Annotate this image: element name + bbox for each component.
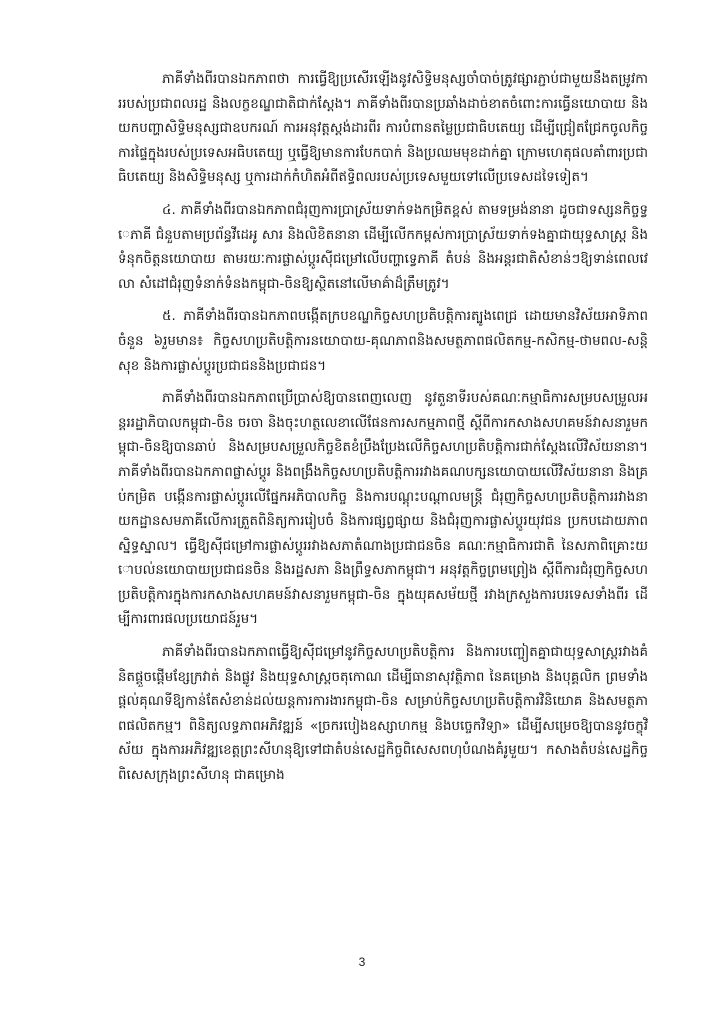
paragraph: ភាគីទាំងពីរបានឯកភាពថា ការធ្វើឱ្យប្រសើរឡើងនូវសិទ្ធិមនុស្សចាំបាច់ត្រូវផ្សារភ្ជាប់ជាមួយនឹងតម្រូវការរបស់ប្រជាពលរដ្ឋ និងលក្ខខណ្ឌជាតិជាក់ស្ដែង។ ភាគីទាំងពីរបានប្រឆាំងដាច់ខាតចំពោះការធ្វើនយោបាយ និងយកបញ្ហាសិទ្ធិមនុស្សជាឧបករណ៍ ការអនុវត្តស្តង់ដារពីរ ការបំពានតម្លៃប្រជាធិបតេយ្យ ដើម្បីជ្រៀតជ្រែកចូលកិច្ចការផ្ទៃក្នុងរបស់ប្រទេសអធិបតេយ្យ ឬធ្វើឱ្យមានការបែកបាក់ និងប្រឈមមុខដាក់គ្នា ក្រោមហេតុផលគាំពារប្រជាធិបតេយ្យ និងសិទ្ធិមនុស្ស ឬការដាក់កំហិតអំពីឥទ្ធិពលរបស់ប្រទេសមួយទៅលើប្រទេសដទៃទៀត។ [118, 72, 648, 186]
paragraph: ៥. ភាគីទាំងពីរបានឯកភាពបង្កើតក្របខណ្ឌកិច្ចសហប្រតិបត្តិការត្បូងពេជ្រ ដោយមានវិស័យអាទិភាពចំនួន ៦រួមមាន៖ កិច្ចសហប្រតិបត្តិការនយោបាយ-គុណភាពនិងសមត្ថភាពផលិតកម្ម-កសិកម្ម-ថាមពល-សន្តិសុខ និងការផ្លាស់ប្តូរប្រជាជននិងប្រជាជន។ [118, 309, 648, 374]
paragraph: ៤. ភាគីទាំងពីរបានឯកភាពជំរុញការប្រាស្រ័យទាក់ទងកម្រិតខ្ពស់ តាមទម្រង់នានា ដូចជាទស្សនកិច្ចទ្វេភាគី ជំនួបតាមប្រព័ន្ធវីដេអូ សារ និងលិខិតនានា ដើម្បីលើកកម្ពស់ការប្រាស្រ័យទាក់ទងគ្នាជាយុទ្ធសាស្ត្រ និងទំនុកចិត្តនយោបាយ តាមរយៈការផ្លាស់ប្តូរស៊ីជម្រៅលើបញ្ហាទ្វេភាគី តំបន់ និងអន្តរជាតិសំខាន់ៗឱ្យទាន់ពេលវេលា សំដៅជំរុញទំនាក់ទំនងកម្ពុជា-ចិនឱ្យស្ថិតនៅលើមាគ៌ាដ៏ត្រឹមត្រូវ។ [118, 202, 648, 292]
paragraph: ភាគីទាំងពីរបានឯកភាពធ្វើឱ្យស៊ីជម្រៅនូវកិច្ចសហប្រតិបត្តិការ និងការបញ្ចៀតគ្នាជាយុទ្ធសាស្ត្ររវាងគំនិតផ្តួចផ្តើមខ្សែក្រវាត់ និងផ្លូវ និងយុទ្ធសាស្ត្រចតុកោណ ដើម្បីធានាសុវត្ថិភាព នៃគម្រោង និងបុគ្គលិក ព្រមទាំងផ្តល់គុណទីឱ្យកាន់តែសំខាន់ដល់យន្តការការងារកម្ពុជា-ចិន សម្រាប់កិច្ចសហប្រតិបត្តិការវិនិយោគ និងសមត្ថភាពផលិតកម្ម។ ពិនិត្យលទ្ធភាពអភិវឌ្ឍន៍ «ច្រករបៀងឧស្សាហកម្ម និងបច្ចេកវិទ្យា» ដើម្បីសម្រេចឱ្យបាននូវចក្ខុវិស័យ ក្នុងការអភិវឌ្ឍខេត្តព្រះសីហនុឱ្យទៅជាតំបន់សេដ្ឋកិច្ចពិសេសពហុបំណងគំរូមួយ។ កសាងតំបន់សេដ្ឋកិច្ចពិសេសក្រុងព្រះសីហនុ ជាគម្រោង [118, 645, 648, 784]
paragraph: ភាគីទាំងពីរបានឯកភាពប្រើប្រាស់ឱ្យបានពេញលេញ នូវតួនាទីរបស់គណៈកម្មាធិការសម្របសម្រួលអន្តររដ្ឋាភិបាលកម្ពុជា-ចិន ចរចា និងចុះហត្ថលេខាលើផែនការសកម្មភាពថ្មី ស្តីពីការកសាងសហគមន៍វាសនារួមកម្ពុជា-ចិនឱ្យបានឆាប់ និងសម្របសម្រួលកិច្ចខិតខំប្រឹងប្រែងលើកិច្ចសហប្រតិបត្តិការជាក់ស្តែងលើវិស័យនានា។ ភាគីទាំងពីរបានឯកភាពផ្លាស់ប្តូរ និងពង្រឹងកិច្ចសហប្រតិបត្តិការរវាងគណបក្សនយោបាយលើវិស័យនានា និងគ្រប់កម្រិត បង្កើនការផ្លាស់ប្តូរលើផ្នែកអភិបាលកិច្ច និងការបណ្តុះបណ្តាលមន្ត្រី ជំរុញកិច្ចសហប្រតិបត្តិការរវាងនាយកដ្ឋានសមភាគីលើការត្រួតពិនិត្យការរៀបចំ និងការផ្សព្វផ្សាយ និងជំរុញការផ្លាស់ប្តូរយុវជន ប្រកបដោយភាពស្និទ្ធស្នាល។ ធ្វើឱ្យស៊ីជម្រៅការផ្លាស់ប្តូររវាងសភាតំណាងប្រជាជនចិន គណៈកម្មាធិការជាតិ នៃសភាពិគ្រោះយោបល់នយោបាយប្រជាជនចិន និងរដ្ឋសភា និងព្រឹទ្ធសភាកម្ពុជា។ អនុវត្តកិច្ចព្រមព្រៀង ស្តីពីការជំរុញកិច្ចសហប្រតិបត្តិការក្នុងការកសាងសហគមន៍វាសនារួមកម្ពុជា-ចិន ក្នុងយុគសម័យថ្មី រវាងក្រសួងការបរទេសទាំងពីរ ដើម្បីការពារផលប្រយោជន៍រួម។ [118, 391, 648, 628]
page-number: 3 [358, 955, 366, 969]
body-text [118, 68, 648, 928]
